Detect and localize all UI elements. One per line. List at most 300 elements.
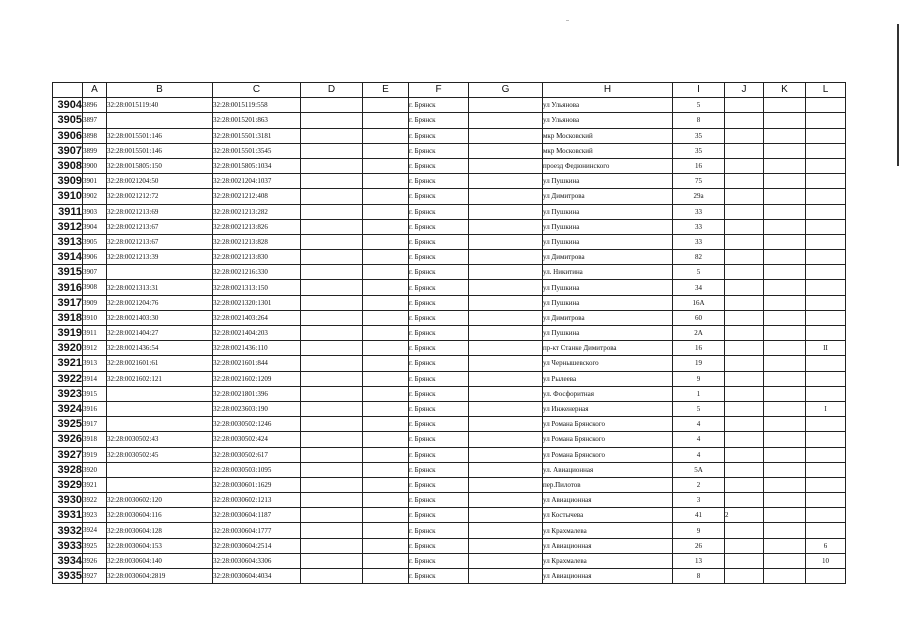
cell-col-k[interactable]: [764, 462, 806, 477]
cell-col-e[interactable]: [363, 356, 409, 371]
cell-col-i[interactable]: 33: [673, 219, 725, 234]
cell-col-d[interactable]: [301, 174, 363, 189]
cell-col-c[interactable]: 32:28:0021213:826: [213, 219, 301, 234]
cell-col-h[interactable]: ул Авиационная: [543, 538, 673, 553]
cell-col-j[interactable]: 2: [725, 508, 764, 523]
cell-col-j[interactable]: [725, 265, 764, 280]
cell-col-g[interactable]: [469, 569, 543, 584]
cell-col-b[interactable]: 32:28:0021601:61: [107, 356, 213, 371]
cell-col-g[interactable]: [469, 174, 543, 189]
row-number[interactable]: 3913: [53, 234, 83, 249]
cell-col-i[interactable]: 13: [673, 553, 725, 568]
cell-col-k[interactable]: [764, 417, 806, 432]
cell-col-f[interactable]: г. Брянск: [409, 447, 469, 462]
cell-col-j[interactable]: [725, 401, 764, 416]
row-number[interactable]: 3906: [53, 128, 83, 143]
cell-col-k[interactable]: [764, 250, 806, 265]
cell-col-k[interactable]: [764, 265, 806, 280]
cell-col-a[interactable]: 3906: [83, 250, 107, 265]
row-number[interactable]: 3921: [53, 356, 83, 371]
cell-col-e[interactable]: [363, 477, 409, 492]
cell-col-l[interactable]: II: [806, 341, 846, 356]
row-number[interactable]: 3933: [53, 538, 83, 553]
cell-col-c[interactable]: 32:28:0015805:1034: [213, 158, 301, 173]
cell-col-a[interactable]: 3918: [83, 432, 107, 447]
row-number[interactable]: 3931: [53, 508, 83, 523]
cell-col-l[interactable]: [806, 234, 846, 249]
cell-col-e[interactable]: [363, 523, 409, 538]
row-number[interactable]: 3925: [53, 417, 83, 432]
cell-col-d[interactable]: [301, 265, 363, 280]
cell-col-k[interactable]: [764, 569, 806, 584]
cell-col-a[interactable]: 3898: [83, 128, 107, 143]
cell-col-h[interactable]: ул Рылеева: [543, 371, 673, 386]
cell-col-k[interactable]: [764, 432, 806, 447]
cell-col-i[interactable]: 5: [673, 98, 725, 113]
cell-col-j[interactable]: [725, 356, 764, 371]
cell-col-f[interactable]: г. Брянск: [409, 128, 469, 143]
cell-col-i[interactable]: 4: [673, 447, 725, 462]
cell-col-c[interactable]: 32:28:0021801:396: [213, 386, 301, 401]
cell-col-f[interactable]: г. Брянск: [409, 538, 469, 553]
cell-col-d[interactable]: [301, 234, 363, 249]
cell-col-h[interactable]: проезд Федюнинского: [543, 158, 673, 173]
row-number[interactable]: 3915: [53, 265, 83, 280]
cell-col-i[interactable]: 82: [673, 250, 725, 265]
cell-col-a[interactable]: 3901: [83, 174, 107, 189]
cell-col-i[interactable]: 4: [673, 417, 725, 432]
cell-col-b[interactable]: 32:28:0021213:69: [107, 204, 213, 219]
cell-col-l[interactable]: [806, 356, 846, 371]
cell-col-d[interactable]: [301, 462, 363, 477]
cell-col-l[interactable]: [806, 295, 846, 310]
cell-col-l[interactable]: 10: [806, 553, 846, 568]
cell-col-l[interactable]: [806, 462, 846, 477]
cell-col-c[interactable]: 32:28:0030604:1187: [213, 508, 301, 523]
cell-col-i[interactable]: 29а: [673, 189, 725, 204]
cell-col-h[interactable]: ул Чернышевского: [543, 356, 673, 371]
cell-col-k[interactable]: [764, 371, 806, 386]
cell-col-f[interactable]: г. Брянск: [409, 356, 469, 371]
cell-col-l[interactable]: [806, 113, 846, 128]
cell-col-c[interactable]: 32:28:0030503:1095: [213, 462, 301, 477]
cell-col-j[interactable]: [725, 250, 764, 265]
cell-col-g[interactable]: [469, 523, 543, 538]
cell-col-e[interactable]: [363, 493, 409, 508]
cell-col-l[interactable]: [806, 386, 846, 401]
row-number[interactable]: 3919: [53, 326, 83, 341]
cell-col-d[interactable]: [301, 508, 363, 523]
cell-col-e[interactable]: [363, 219, 409, 234]
column-header[interactable]: A: [83, 83, 107, 98]
cell-col-b[interactable]: 32:28:0021213:39: [107, 250, 213, 265]
cell-col-g[interactable]: [469, 553, 543, 568]
cell-col-h[interactable]: пр-кт Станке Димитрова: [543, 341, 673, 356]
cell-col-d[interactable]: [301, 280, 363, 295]
cell-col-a[interactable]: 3923: [83, 508, 107, 523]
cell-col-c[interactable]: 32:28:0021602:1209: [213, 371, 301, 386]
cell-col-h[interactable]: ул. Фосфоритная: [543, 386, 673, 401]
cell-col-l[interactable]: 6: [806, 538, 846, 553]
cell-col-f[interactable]: г. Брянск: [409, 310, 469, 325]
cell-col-h[interactable]: ул Авиационная: [543, 569, 673, 584]
cell-col-l[interactable]: [806, 219, 846, 234]
cell-col-g[interactable]: [469, 219, 543, 234]
cell-col-h[interactable]: ул Пушкина: [543, 280, 673, 295]
cell-col-l[interactable]: [806, 523, 846, 538]
cell-col-g[interactable]: [469, 462, 543, 477]
row-number[interactable]: 3907: [53, 143, 83, 158]
cell-col-c[interactable]: 32:28:0030604:2514: [213, 538, 301, 553]
cell-col-i[interactable]: 33: [673, 204, 725, 219]
cell-col-h[interactable]: ул Димитрова: [543, 250, 673, 265]
cell-col-h[interactable]: ул Пушкина: [543, 295, 673, 310]
cell-col-c[interactable]: 32:28:0030502:424: [213, 432, 301, 447]
cell-col-j[interactable]: [725, 113, 764, 128]
cell-col-h[interactable]: ул Романа Брянского: [543, 417, 673, 432]
row-number[interactable]: 3935: [53, 569, 83, 584]
cell-col-l[interactable]: [806, 174, 846, 189]
cell-col-l[interactable]: [806, 477, 846, 492]
cell-col-j[interactable]: [725, 280, 764, 295]
cell-col-f[interactable]: г. Брянск: [409, 174, 469, 189]
row-number[interactable]: 3918: [53, 310, 83, 325]
cell-col-f[interactable]: г. Брянск: [409, 462, 469, 477]
cell-col-g[interactable]: [469, 386, 543, 401]
cell-col-f[interactable]: г. Брянск: [409, 477, 469, 492]
cell-col-i[interactable]: 1: [673, 386, 725, 401]
cell-col-k[interactable]: [764, 189, 806, 204]
cell-col-a[interactable]: 3916: [83, 401, 107, 416]
row-number[interactable]: 3917: [53, 295, 83, 310]
cell-col-f[interactable]: г. Брянск: [409, 250, 469, 265]
cell-col-f[interactable]: г. Брянск: [409, 265, 469, 280]
cell-col-h[interactable]: ул Пушкина: [543, 326, 673, 341]
cell-col-l[interactable]: [806, 98, 846, 113]
cell-col-e[interactable]: [363, 234, 409, 249]
cell-col-i[interactable]: 5А: [673, 462, 725, 477]
cell-col-f[interactable]: г. Брянск: [409, 158, 469, 173]
cell-col-f[interactable]: г. Брянск: [409, 401, 469, 416]
cell-col-a[interactable]: 3915: [83, 386, 107, 401]
row-number[interactable]: 3922: [53, 371, 83, 386]
row-number[interactable]: 3904: [53, 98, 83, 113]
cell-col-k[interactable]: [764, 326, 806, 341]
row-number[interactable]: 3932: [53, 523, 83, 538]
cell-col-e[interactable]: [363, 265, 409, 280]
cell-col-k[interactable]: [764, 386, 806, 401]
cell-col-a[interactable]: 3899: [83, 143, 107, 158]
cell-col-l[interactable]: I: [806, 401, 846, 416]
cell-col-a[interactable]: 3922: [83, 493, 107, 508]
cell-col-d[interactable]: [301, 356, 363, 371]
cell-col-g[interactable]: [469, 189, 543, 204]
cell-col-e[interactable]: [363, 538, 409, 553]
cell-col-j[interactable]: [725, 174, 764, 189]
row-number[interactable]: 3908: [53, 158, 83, 173]
cell-col-l[interactable]: [806, 158, 846, 173]
cell-col-i[interactable]: 16: [673, 158, 725, 173]
cell-col-d[interactable]: [301, 250, 363, 265]
cell-col-c[interactable]: 32:28:0021320:1301: [213, 295, 301, 310]
cell-col-e[interactable]: [363, 204, 409, 219]
cell-col-b[interactable]: 32:28:0030502:45: [107, 447, 213, 462]
cell-col-d[interactable]: [301, 219, 363, 234]
cell-col-g[interactable]: [469, 143, 543, 158]
cell-col-c[interactable]: 32:28:0030602:1213: [213, 493, 301, 508]
cell-col-h[interactable]: ул Пушкина: [543, 174, 673, 189]
cell-col-j[interactable]: [725, 143, 764, 158]
cell-col-g[interactable]: [469, 432, 543, 447]
cell-col-j[interactable]: [725, 128, 764, 143]
cell-col-b[interactable]: 32:28:0030604:116: [107, 508, 213, 523]
row-number[interactable]: 3934: [53, 553, 83, 568]
cell-col-f[interactable]: г. Брянск: [409, 143, 469, 158]
cell-col-c[interactable]: 32:28:0030502:617: [213, 447, 301, 462]
cell-col-g[interactable]: [469, 401, 543, 416]
cell-col-a[interactable]: 3919: [83, 447, 107, 462]
cell-col-i[interactable]: 26: [673, 538, 725, 553]
column-header[interactable]: K: [764, 83, 806, 98]
cell-col-a[interactable]: 3920: [83, 462, 107, 477]
cell-col-b[interactable]: 32:28:0030604:140: [107, 553, 213, 568]
cell-col-c[interactable]: 32:28:0030502:1246: [213, 417, 301, 432]
cell-col-l[interactable]: [806, 280, 846, 295]
cell-col-a[interactable]: 3904: [83, 219, 107, 234]
cell-col-k[interactable]: [764, 295, 806, 310]
cell-col-i[interactable]: 5: [673, 401, 725, 416]
cell-col-h[interactable]: ул Крахмалева: [543, 523, 673, 538]
cell-col-g[interactable]: [469, 234, 543, 249]
cell-col-e[interactable]: [363, 143, 409, 158]
cell-col-i[interactable]: 34: [673, 280, 725, 295]
cell-col-c[interactable]: 32:28:0021204:1037: [213, 174, 301, 189]
cell-col-d[interactable]: [301, 310, 363, 325]
cell-col-b[interactable]: 32:28:0030602:120: [107, 493, 213, 508]
cell-col-e[interactable]: [363, 401, 409, 416]
cell-col-b[interactable]: 32:28:0021313:31: [107, 280, 213, 295]
row-number[interactable]: 3928: [53, 462, 83, 477]
cell-col-j[interactable]: [725, 371, 764, 386]
cell-col-e[interactable]: [363, 280, 409, 295]
row-number[interactable]: 3905: [53, 113, 83, 128]
cell-col-k[interactable]: [764, 310, 806, 325]
cell-col-g[interactable]: [469, 158, 543, 173]
cell-col-g[interactable]: [469, 280, 543, 295]
cell-col-d[interactable]: [301, 401, 363, 416]
cell-col-d[interactable]: [301, 98, 363, 113]
column-header[interactable]: G: [469, 83, 543, 98]
cell-col-j[interactable]: [725, 477, 764, 492]
cell-col-b[interactable]: [107, 462, 213, 477]
cell-col-h[interactable]: ул Инженерная: [543, 401, 673, 416]
cell-col-f[interactable]: г. Брянск: [409, 295, 469, 310]
cell-col-c[interactable]: 32:28:0015501:3181: [213, 128, 301, 143]
cell-col-h[interactable]: ул Авиационная: [543, 493, 673, 508]
cell-col-d[interactable]: [301, 493, 363, 508]
cell-col-d[interactable]: [301, 295, 363, 310]
cell-col-a[interactable]: 3909: [83, 295, 107, 310]
cell-col-k[interactable]: [764, 143, 806, 158]
cell-col-d[interactable]: [301, 113, 363, 128]
cell-col-b[interactable]: [107, 401, 213, 416]
cell-col-a[interactable]: 3912: [83, 341, 107, 356]
cell-col-j[interactable]: [725, 204, 764, 219]
cell-col-h[interactable]: ул. Никитина: [543, 265, 673, 280]
cell-col-g[interactable]: [469, 265, 543, 280]
cell-col-a[interactable]: 3925: [83, 538, 107, 553]
cell-col-l[interactable]: [806, 417, 846, 432]
row-number[interactable]: 3929: [53, 477, 83, 492]
cell-col-b[interactable]: 32:28:0021404:27: [107, 326, 213, 341]
row-number[interactable]: 3924: [53, 401, 83, 416]
column-header[interactable]: C: [213, 83, 301, 98]
cell-col-i[interactable]: 35: [673, 143, 725, 158]
cell-col-a[interactable]: 3927: [83, 569, 107, 584]
cell-col-b[interactable]: 32:28:0015119:40: [107, 98, 213, 113]
cell-col-e[interactable]: [363, 295, 409, 310]
cell-col-g[interactable]: [469, 417, 543, 432]
cell-col-b[interactable]: 32:28:0030604:128: [107, 523, 213, 538]
cell-col-i[interactable]: 3: [673, 493, 725, 508]
cell-col-c[interactable]: 32:28:0021436:110: [213, 341, 301, 356]
column-header[interactable]: [53, 83, 83, 98]
cell-col-b[interactable]: [107, 477, 213, 492]
cell-col-c[interactable]: 32:28:0015201:863: [213, 113, 301, 128]
cell-col-k[interactable]: [764, 280, 806, 295]
cell-col-b[interactable]: 32:28:0030502:43: [107, 432, 213, 447]
cell-col-d[interactable]: [301, 341, 363, 356]
cell-col-j[interactable]: [725, 432, 764, 447]
cell-col-b[interactable]: 32:28:0021403:30: [107, 310, 213, 325]
cell-col-b[interactable]: 32:28:0015805:150: [107, 158, 213, 173]
cell-col-g[interactable]: [469, 128, 543, 143]
cell-col-j[interactable]: [725, 553, 764, 568]
cell-col-c[interactable]: 32:28:0030601:1629: [213, 477, 301, 492]
cell-col-g[interactable]: [469, 371, 543, 386]
cell-col-e[interactable]: [363, 174, 409, 189]
cell-col-d[interactable]: [301, 189, 363, 204]
cell-col-l[interactable]: [806, 143, 846, 158]
cell-col-i[interactable]: 9: [673, 523, 725, 538]
cell-col-c[interactable]: 32:28:0023603:190: [213, 401, 301, 416]
cell-col-g[interactable]: [469, 447, 543, 462]
cell-col-e[interactable]: [363, 447, 409, 462]
cell-col-b[interactable]: 32:28:0021212:72: [107, 189, 213, 204]
cell-col-e[interactable]: [363, 462, 409, 477]
cell-col-b[interactable]: [107, 417, 213, 432]
cell-col-a[interactable]: 3910: [83, 310, 107, 325]
cell-col-g[interactable]: [469, 98, 543, 113]
cell-col-l[interactable]: [806, 447, 846, 462]
cell-col-k[interactable]: [764, 493, 806, 508]
cell-col-f[interactable]: г. Брянск: [409, 553, 469, 568]
cell-col-l[interactable]: [806, 326, 846, 341]
cell-col-f[interactable]: г. Брянск: [409, 98, 469, 113]
cell-col-k[interactable]: [764, 508, 806, 523]
cell-col-g[interactable]: [469, 295, 543, 310]
cell-col-a[interactable]: 3897: [83, 113, 107, 128]
cell-col-f[interactable]: г. Брянск: [409, 113, 469, 128]
cell-col-a[interactable]: 3917: [83, 417, 107, 432]
cell-col-k[interactable]: [764, 523, 806, 538]
cell-col-c[interactable]: 32:28:0021216:330: [213, 265, 301, 280]
cell-col-d[interactable]: [301, 128, 363, 143]
cell-col-e[interactable]: [363, 310, 409, 325]
cell-col-i[interactable]: 19: [673, 356, 725, 371]
cell-col-k[interactable]: [764, 128, 806, 143]
cell-col-c[interactable]: 32:28:0015119:558: [213, 98, 301, 113]
cell-col-h[interactable]: ул Ульянова: [543, 98, 673, 113]
cell-col-k[interactable]: [764, 158, 806, 173]
cell-col-a[interactable]: 3911: [83, 326, 107, 341]
cell-col-h[interactable]: ул Димитрова: [543, 189, 673, 204]
column-header[interactable]: H: [543, 83, 673, 98]
cell-col-j[interactable]: [725, 447, 764, 462]
cell-col-b[interactable]: [107, 113, 213, 128]
cell-col-b[interactable]: 32:28:0030604:153: [107, 538, 213, 553]
cell-col-a[interactable]: 3926: [83, 553, 107, 568]
cell-col-b[interactable]: [107, 265, 213, 280]
row-number[interactable]: 3911: [53, 204, 83, 219]
cell-col-j[interactable]: [725, 310, 764, 325]
cell-col-f[interactable]: г. Брянск: [409, 219, 469, 234]
cell-col-j[interactable]: [725, 219, 764, 234]
cell-col-e[interactable]: [363, 326, 409, 341]
row-number[interactable]: 3916: [53, 280, 83, 295]
cell-col-f[interactable]: г. Брянск: [409, 341, 469, 356]
cell-col-j[interactable]: [725, 493, 764, 508]
cell-col-g[interactable]: [469, 326, 543, 341]
cell-col-i[interactable]: 9: [673, 371, 725, 386]
cell-col-h[interactable]: ул Костычева: [543, 508, 673, 523]
cell-col-k[interactable]: [764, 447, 806, 462]
cell-col-b[interactable]: 32:28:0021213:67: [107, 234, 213, 249]
cell-col-j[interactable]: [725, 326, 764, 341]
cell-col-l[interactable]: [806, 493, 846, 508]
cell-col-h[interactable]: ул Ульянова: [543, 113, 673, 128]
cell-col-l[interactable]: [806, 250, 846, 265]
cell-col-l[interactable]: [806, 204, 846, 219]
column-header[interactable]: D: [301, 83, 363, 98]
cell-col-k[interactable]: [764, 113, 806, 128]
row-number[interactable]: 3926: [53, 432, 83, 447]
cell-col-i[interactable]: 16: [673, 341, 725, 356]
cell-col-l[interactable]: [806, 371, 846, 386]
cell-col-j[interactable]: [725, 295, 764, 310]
cell-col-c[interactable]: 32:28:0021403:264: [213, 310, 301, 325]
cell-col-i[interactable]: 5: [673, 265, 725, 280]
cell-col-e[interactable]: [363, 508, 409, 523]
cell-col-c[interactable]: 32:28:0030604:3306: [213, 553, 301, 568]
cell-col-d[interactable]: [301, 417, 363, 432]
cell-col-b[interactable]: 32:28:0030604:2819: [107, 569, 213, 584]
cell-col-f[interactable]: г. Брянск: [409, 326, 469, 341]
column-header[interactable]: L: [806, 83, 846, 98]
cell-col-e[interactable]: [363, 113, 409, 128]
cell-col-a[interactable]: 3913: [83, 356, 107, 371]
cell-col-g[interactable]: [469, 204, 543, 219]
cell-col-b[interactable]: 32:28:0021204:50: [107, 174, 213, 189]
cell-col-h[interactable]: ул Пушкина: [543, 219, 673, 234]
cell-col-a[interactable]: 3908: [83, 280, 107, 295]
row-number[interactable]: 3910: [53, 189, 83, 204]
cell-col-e[interactable]: [363, 128, 409, 143]
cell-col-j[interactable]: [725, 341, 764, 356]
cell-col-j[interactable]: [725, 98, 764, 113]
cell-col-f[interactable]: г. Брянск: [409, 417, 469, 432]
cell-col-b[interactable]: 32:28:0021602:121: [107, 371, 213, 386]
